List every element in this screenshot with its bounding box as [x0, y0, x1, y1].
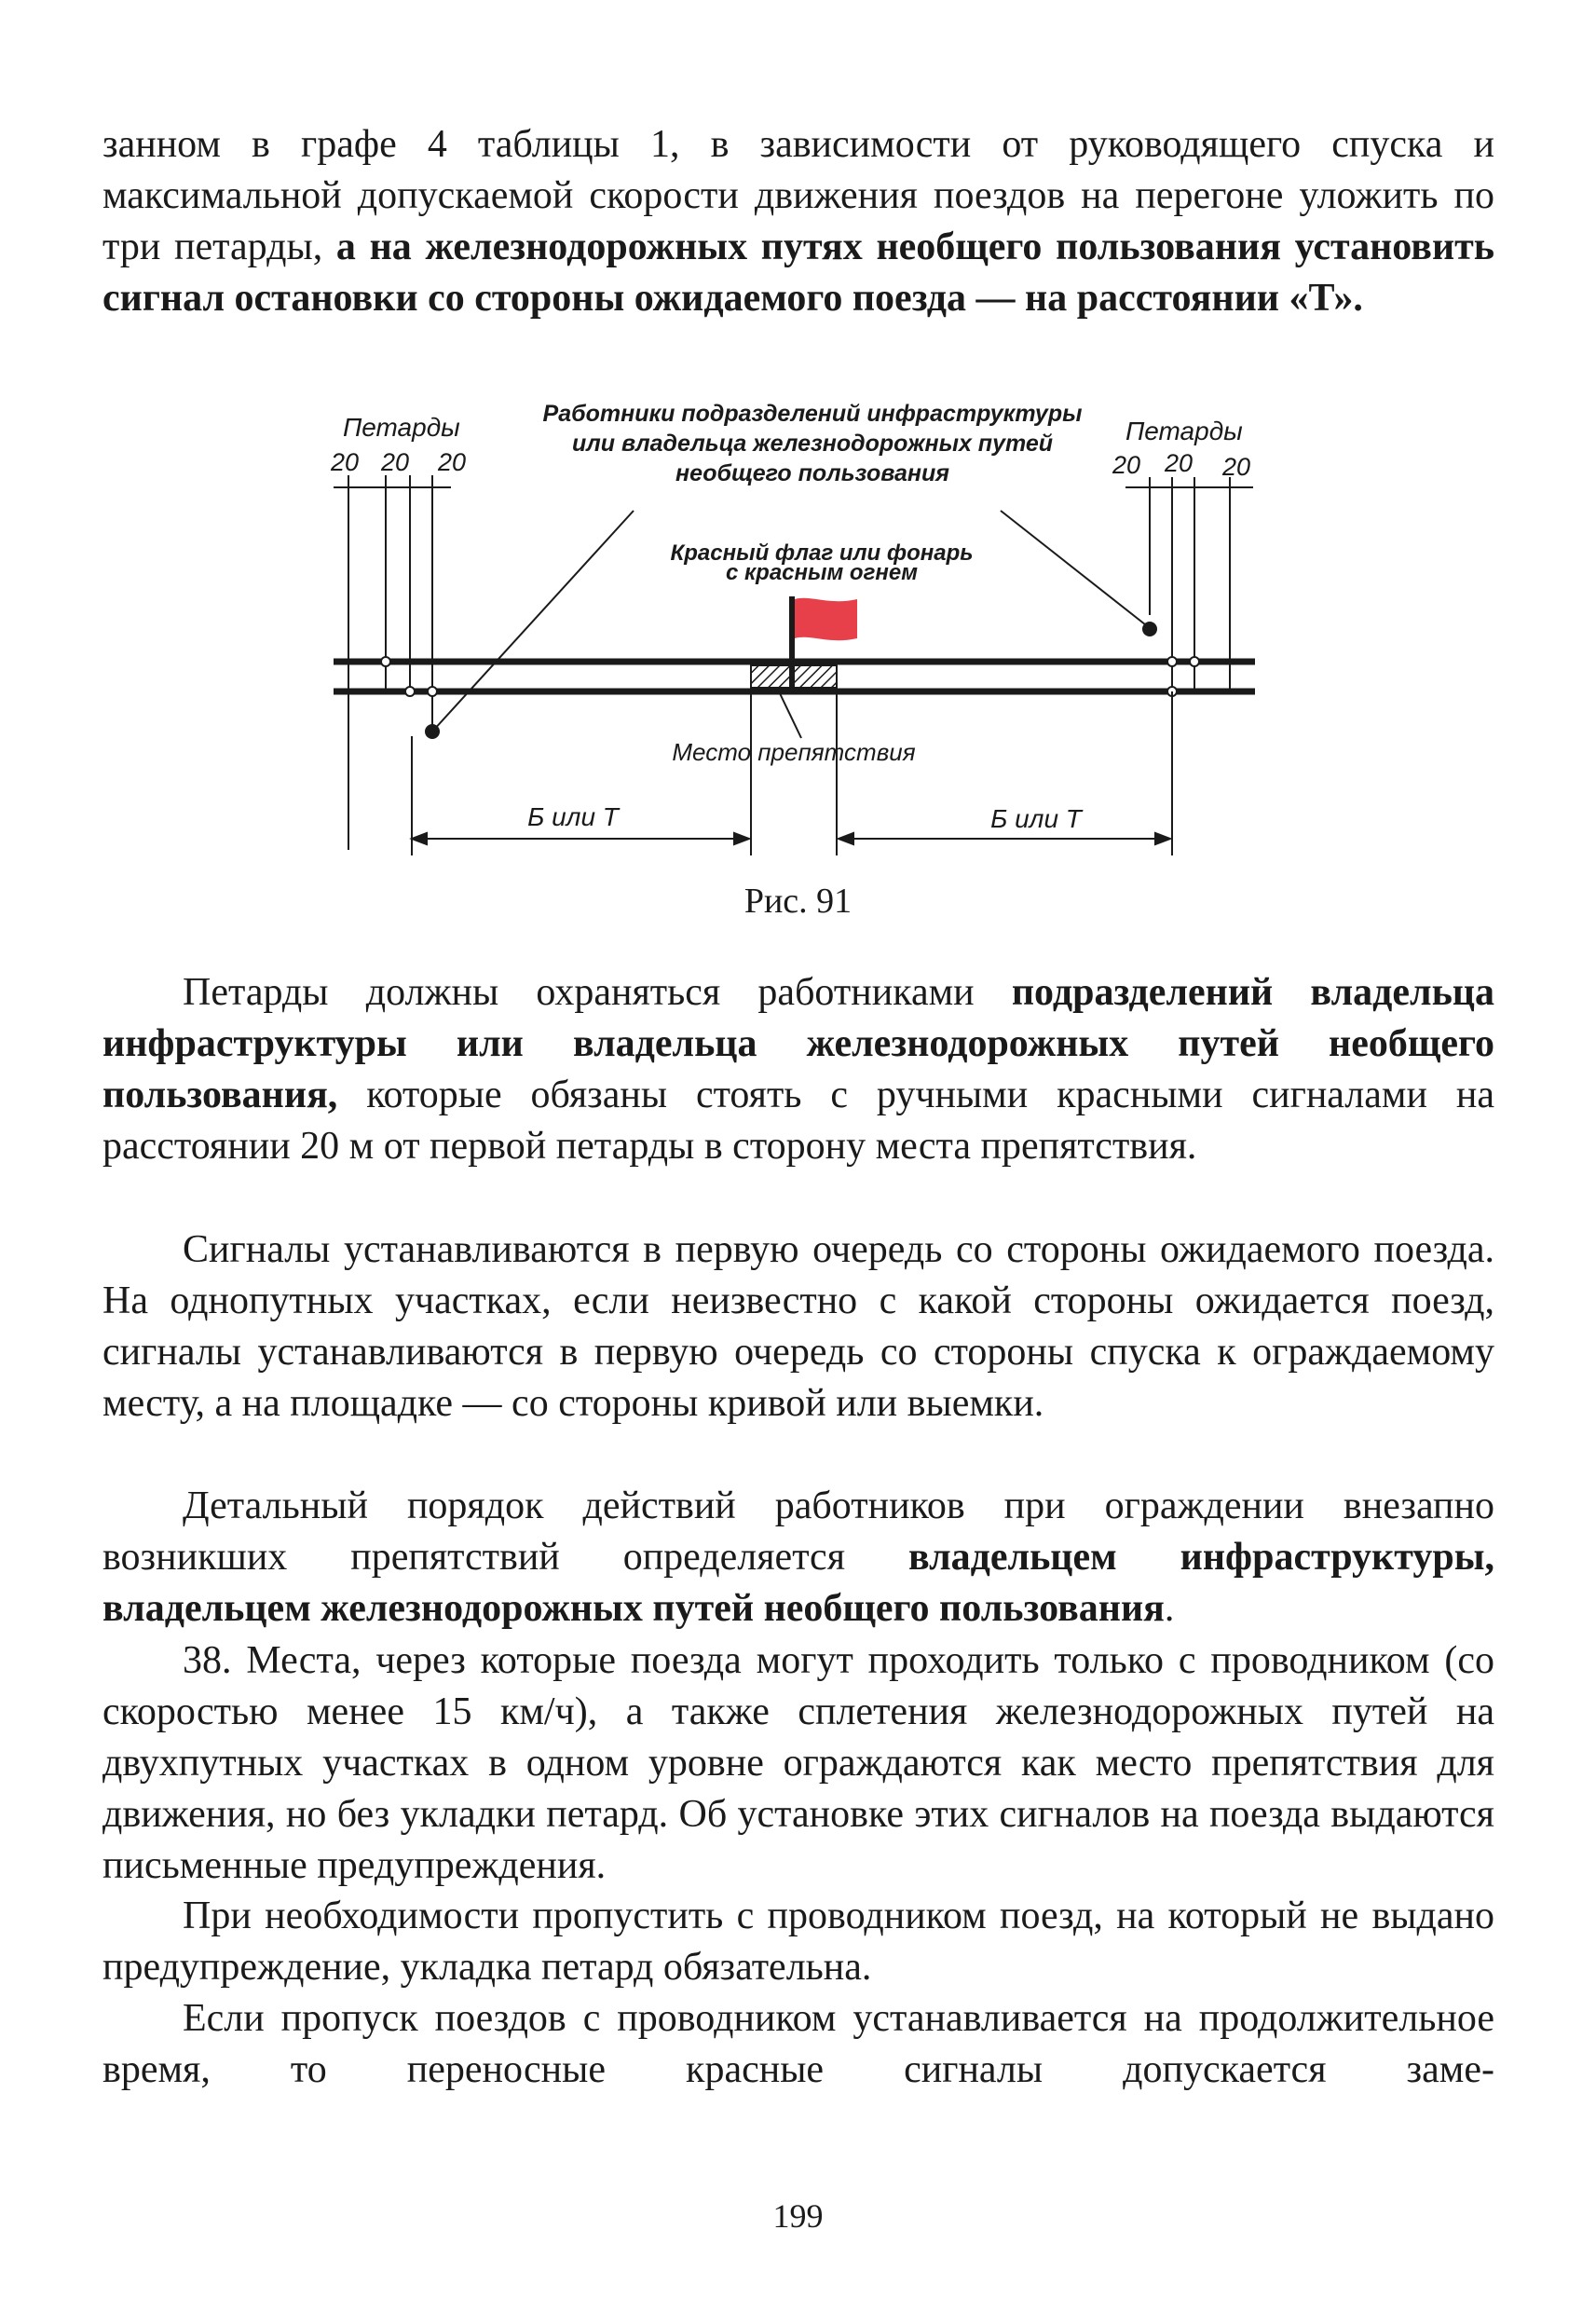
paragraph-6-text: При необходимости пропустить с проводником поезд, на который не выдано предупреждение, укладка петард обязательна.: [102, 1895, 1494, 1989]
distance-right-1: 20: [1112, 451, 1141, 479]
distance-left-3: 20: [438, 448, 467, 476]
worker-left-icon: [425, 724, 440, 739]
flag-label-line1: Красный флаг или фонарь: [670, 540, 974, 566]
obstacle-pointer: [779, 691, 801, 738]
label-petardy-left: Петарды: [343, 413, 460, 442]
worker-pointer-right: [1001, 511, 1150, 628]
obstacle-label: Место препятствия: [672, 738, 916, 766]
paragraph-1-bold: а на железнодорожных путях необщего пользования установить сигнал остановки со стороны ожидаемого поезда — на расстоянии «Т».: [102, 226, 1494, 320]
paragraph-3: [102, 1224, 1494, 1430]
span-label-left: Б или Т: [527, 802, 619, 831]
paragraph-4-bold: владельцем инфраструктуры, владельцем железнодорожных путей необщего пользования: [102, 1536, 1494, 1630]
span-label-right: Б или Т: [990, 804, 1082, 833]
workers-label-line2: или владельца железнодорожных путей: [571, 431, 1054, 457]
paragraph-6: [102, 1891, 1494, 1993]
dimension-ticks-right: [1125, 477, 1253, 690]
workers-label-line3: необщего пользования: [675, 460, 950, 486]
paragraph-7-text: Если пропуск поездов с проводником устанавливается на продолжительное время, то переносные красные сигналы допускается заме-: [102, 1997, 1494, 2091]
worker-right-icon: [1142, 622, 1157, 636]
paragraph-2: [102, 967, 1494, 1172]
paragraph-2-text-b: которые обязаны стоять с ручными красными сигналами на расстоянии 20 м от первой петарды в сторону места препятствия.: [102, 1074, 1494, 1168]
paragraph-2-text-a: Петарды должны охраняться работниками: [183, 971, 1012, 1014]
worker-pointer-left: [432, 511, 634, 732]
red-flag-icon: [795, 598, 857, 641]
distance-left-1: 20: [331, 448, 360, 476]
paragraph-3-text: Сигналы устанавливаются в первую очередь со стороны ожидаемого поезда. На однопутных участках, если неизвестно с какой стороны ожидается поезд, сигналы устанавливаются в первую очередь со стороны спуска к ограждаемому месту, а на площадке — со стороны кривой или выемки.: [102, 1228, 1494, 1425]
paragraph-4-text-b: .: [1164, 1587, 1175, 1630]
paragraph-7: [102, 1993, 1494, 2096]
paragraph-2-bold: подразделений владельца инфраструктуры или владельца железнодорожных путей необщего пользования,: [102, 971, 1494, 1116]
paragraph-1-text: занном в графе 4 таблицы 1, в зависимости от руководящего спуска и максимальной допускаемой скорости движения поездов на перегоне уложить по три петарды,: [102, 123, 1494, 268]
distance-right-3: 20: [1222, 453, 1251, 481]
span-arrow-right: [839, 833, 1170, 844]
distance-right-2: 20: [1165, 449, 1194, 477]
paragraph-4: [102, 1481, 1494, 1635]
flag-label-line2: с красным огнем: [725, 560, 919, 585]
label-petardy-right: Петарды: [1125, 417, 1243, 445]
span-arrow-left: [412, 833, 749, 844]
paragraph-4-text-a: Детальный порядок действий работников при ограждении внезапно возникших препятствий определяется: [102, 1484, 1494, 1579]
workers-label-line1: Работники подразделений инфраструктуры: [542, 401, 1083, 427]
paragraph-5-text: 38. Места, через которые поезда могут проходить только с проводником (со скоростью менее 15 км/ч), а также сплетения железнодорожных путей на двухпутных участках в одном уровне ограждаются как место препятствия для движения, но без укладки петард. Об установке этих сигналов на поезда выдаются письменные предупреждения.: [102, 1639, 1494, 1887]
paragraph-5: [102, 1635, 1494, 1892]
page-number: 199: [772, 2197, 824, 2235]
figure-91: [0, 0, 1596, 895]
figure-caption: Рис. 91: [743, 882, 853, 921]
distance-left-2: 20: [381, 448, 410, 476]
